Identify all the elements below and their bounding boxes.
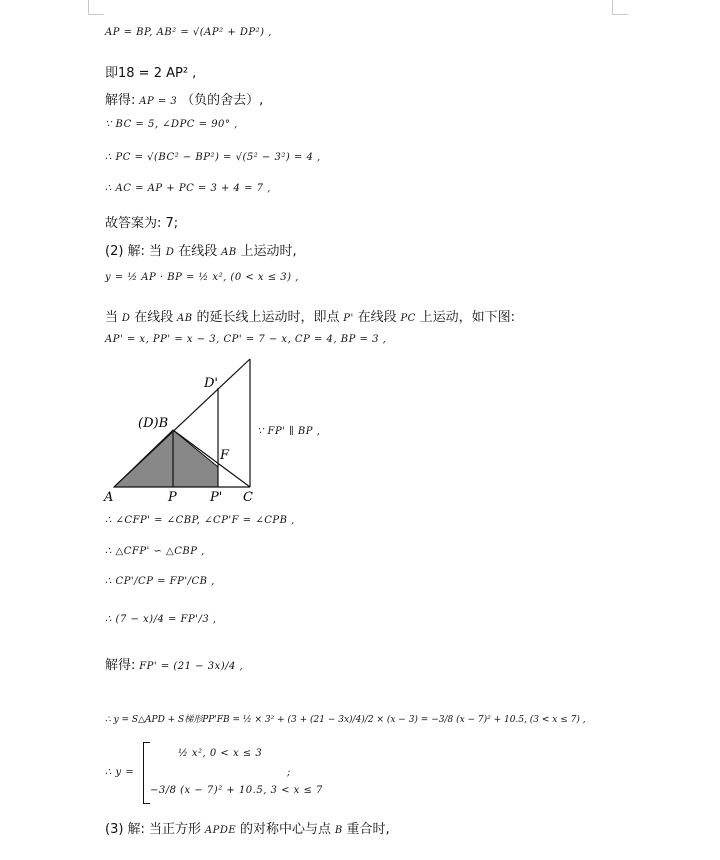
crop-mark-left-h (88, 14, 104, 15)
line-20-part-5: 重合时, (346, 822, 390, 837)
line-8-part-2: D (165, 247, 175, 258)
line-18: ∴ y = S△APD + S梯形PP'FB = ½ × 3² + (3 + (21 − 3x)/4)/2 × (x − 3) = −3/8 (x − 7)² + 10.5, (3 < x ≤ 7) , (105, 715, 586, 725)
line-20-part-4: B (334, 825, 343, 836)
line-10-part-6: P' (343, 313, 354, 324)
line-17-label: 解得: (105, 658, 136, 673)
line-10-part-7: 在线段 (357, 310, 397, 325)
crop-mark-right-h (612, 14, 628, 15)
geometry-figure (100, 355, 270, 505)
line-2: 即18 = 2 AP² , (105, 66, 197, 81)
line-20-part-2: APDE (204, 825, 237, 836)
crop-mark-left-v (88, 0, 89, 14)
line-10-part-9: 上运动，如下图: (419, 310, 516, 325)
piecewise-case-2: −3/8 (x − 7)² + 10.5, 3 < x ≤ 7 (150, 785, 323, 796)
piecewise-brace (143, 742, 150, 804)
label-d2: D' (204, 376, 218, 391)
line-16: ∴ (7 − x)/4 = FP'/3 , (105, 614, 217, 625)
line-11: AP' = x, PP' = x − 3, CP' = 7 − x, CP = 4, BP = 3 , (105, 334, 387, 345)
line-10-part-4: AB (177, 313, 193, 324)
line-20 (105, 818, 390, 837)
line-12: ∵ FP' ∥ BP , (257, 426, 321, 437)
line-14: ∴ △CFP' ∽ △CBP , (105, 546, 205, 557)
crop-mark-right-v (612, 0, 613, 14)
line-1: AP = BP, AB² = √(AP² + DP²) , (105, 27, 272, 38)
label-a: A (104, 490, 114, 505)
line-10-part-5: 的延长线上运动时，即点 (196, 310, 340, 325)
piecewise-case-1: ½ x², 0 < x ≤ 3 (178, 748, 263, 759)
line-8 (105, 240, 297, 259)
line-10 (105, 306, 515, 325)
line-10-part-1: 当 (105, 310, 119, 325)
line-8-part-3: 在线段 (178, 244, 218, 259)
line-8-part-1: (2) 解: 当 (105, 244, 163, 259)
line-17 (105, 654, 243, 673)
line-4: ∵ BC = 5, ∠DPC = 90° , (105, 119, 238, 130)
piecewise-prefix: ∴ y = (105, 767, 135, 778)
label-p2: P' (210, 490, 223, 505)
line-8-part-5: 上运动时, (240, 244, 297, 259)
label-f: F (220, 448, 230, 463)
line-20-part-1: (3) 解: 当正方形 (105, 822, 202, 837)
line-3-label: 解得: (105, 93, 136, 108)
label-c: C (243, 490, 253, 505)
label-p: P (168, 490, 177, 505)
label-db: (D)B (138, 416, 169, 431)
line-3-note: （负的舍去）, (181, 93, 264, 108)
line-10-part-8: PC (400, 313, 416, 324)
line-15: ∴ CP'/CP = FP'/CB , (105, 576, 215, 587)
line-13: ∴ ∠CFP' = ∠CBP, ∠CP'F = ∠CPB , (105, 515, 295, 526)
piecewise-end: ; (287, 767, 291, 778)
line-7: 故答案为: 7; (105, 216, 179, 231)
line-10-part-3: 在线段 (134, 310, 174, 325)
line-9: y = ½ AP · BP = ½ x², (0 < x ≤ 3) , (105, 272, 299, 283)
line-20-part-3: 的对称中心与点 (240, 822, 332, 837)
line-8-part-4: AB (221, 247, 237, 258)
line-3-math: AP = 3 (139, 96, 178, 107)
line-10-part-2: D (121, 313, 131, 324)
line-5: ∴ PC = √(BC² − BP²) = √(5² − 3²) = 4 , (105, 152, 321, 163)
line-3 (105, 89, 263, 108)
line-6: ∴ AC = AP + PC = 3 + 4 = 7 , (105, 183, 271, 194)
line-17-math: FP' = (21 − 3x)/4 , (139, 661, 244, 672)
